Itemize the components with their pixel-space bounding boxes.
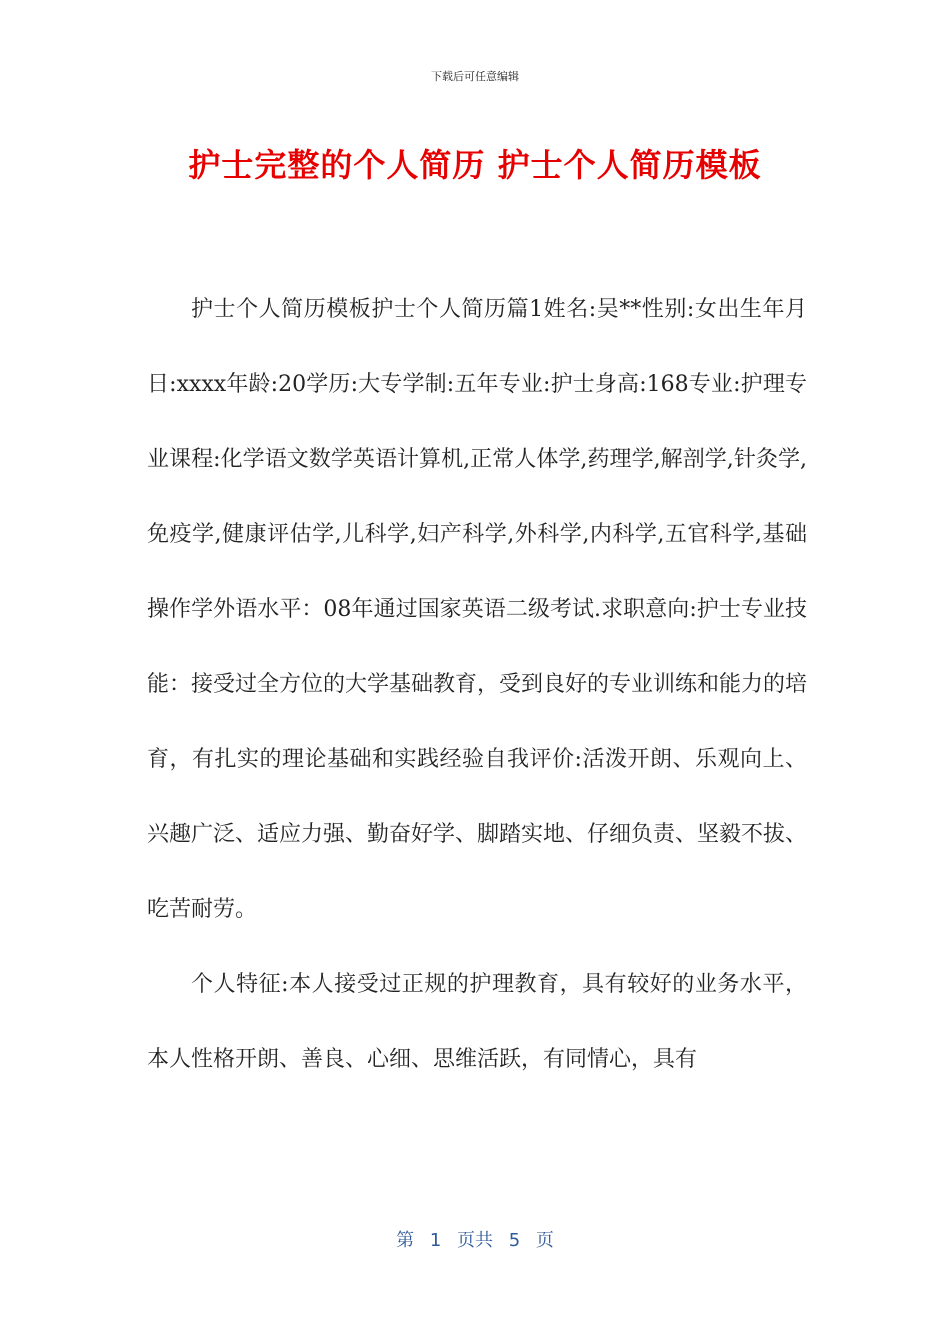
footer-current-page: 1 <box>429 1230 442 1251</box>
footer-prefix: 第 <box>396 1230 415 1251</box>
footer-total-pages: 5 <box>508 1230 521 1251</box>
header-note: 下载后可任意编辑 <box>431 70 519 83</box>
page-footer <box>0 1226 950 1252</box>
footer-suffix: 页 <box>535 1230 554 1251</box>
footer-mid: 页共 <box>457 1230 493 1251</box>
document-body <box>147 272 807 1097</box>
document-title: 护士完整的个人简历 护士个人简历模板 <box>188 146 762 184</box>
paragraph-resume-details: 护士个人简历模板护士个人简历篇1姓名:吴**性别:女出生年月日:xxxx年龄:20学历:大专学制:五年专业:护士身高:168专业:护理专业课程:化学语文数学英语计算机,正常人体学,药理学,解剖学,针灸学,免疫学,健康评估学,儿科学,妇产科学,外科学,内科学,五官科学,基础操作学外语水平：08年通过国家英语二级考试.求职意向:护士专业技能：接受过全方位的大学基础教育，受到良好的专业训练和能力的培育，有扎实的理论基础和实践经验自我评价:活泼开朗、乐观向上、兴趣广泛、适应力强、勤奋好学、脚踏实地、仔细负责、坚毅不拔、吃苦耐劳。 <box>147 297 808 922</box>
paragraph-personal-traits: 个人特征:本人接受过正规的护理教育，具有较好的业务水平，本人性格开朗、善良、心细、思维活跃，有同情心，具有 <box>147 972 807 1072</box>
